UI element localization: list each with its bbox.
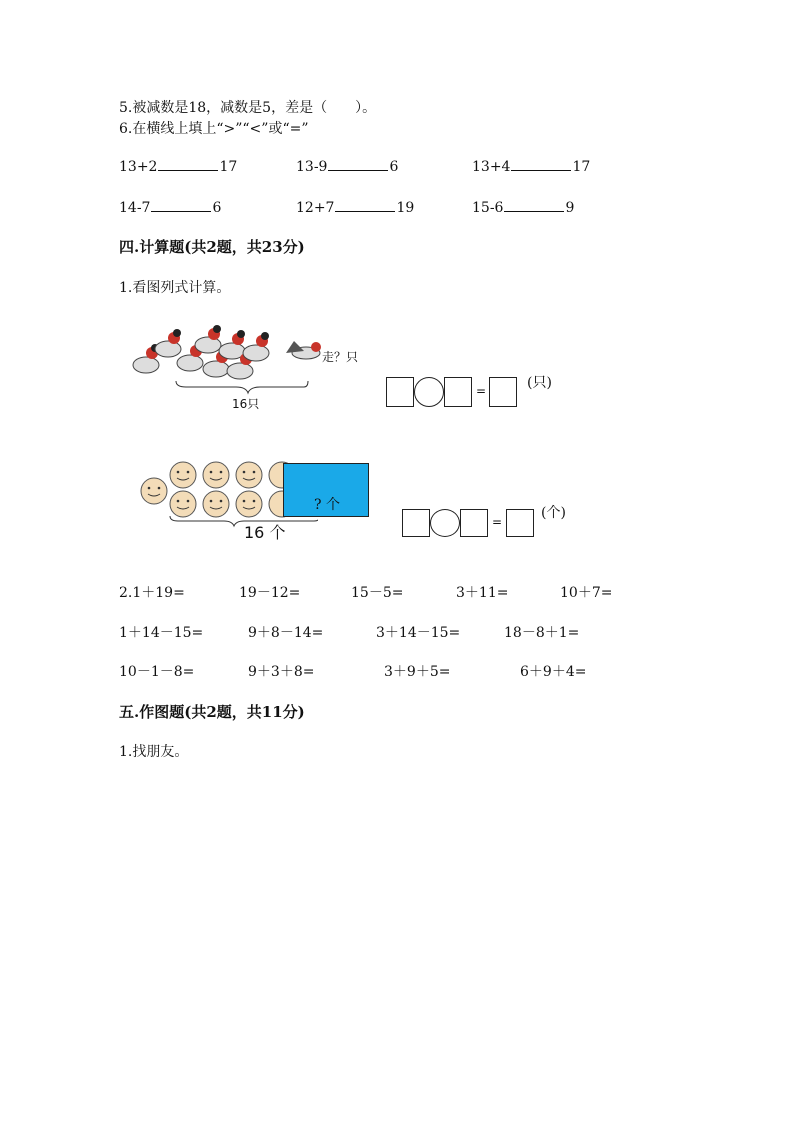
- compare-item: 13+2 17: [119, 159, 238, 175]
- question-5: 5.被减数是18，减数是5，差是（ ）。: [119, 100, 377, 116]
- calc-item: 9＋8－14=: [248, 625, 324, 641]
- calc-item: 10＋7=: [560, 585, 613, 601]
- bird-icon: [219, 330, 245, 359]
- face-icon: [236, 491, 262, 517]
- face-icon: [141, 478, 167, 504]
- operator-circle[interactable]: [430, 509, 460, 537]
- calc-item: 15－5=: [351, 585, 404, 601]
- calc-item: 3＋11=: [456, 585, 509, 601]
- answer-blank[interactable]: [504, 199, 564, 212]
- section-5-heading: 五.作图题(共2题，共11分): [119, 703, 305, 721]
- birds-leave-label: 走？只: [322, 350, 359, 364]
- unit-label: (个): [541, 505, 566, 521]
- brace: [176, 381, 308, 393]
- bird-icon: [155, 329, 181, 357]
- hidden-count-label: ? 个: [314, 497, 340, 513]
- unit-label: (只): [527, 375, 552, 391]
- calc-item: 1＋14－15=: [119, 625, 204, 641]
- compare-item: 15-6 9: [472, 200, 575, 216]
- answer-blank[interactable]: [158, 158, 218, 171]
- section-4-heading: 四.计算题(共2题，共23分): [119, 238, 305, 256]
- answer-box[interactable]: [386, 377, 414, 407]
- answer-blank[interactable]: [335, 199, 395, 212]
- calc-item: 18－8＋1=: [504, 625, 580, 641]
- answer-blank[interactable]: [328, 158, 388, 171]
- bird-icon: [243, 332, 269, 361]
- calc-item: 10－1－8=: [119, 664, 195, 680]
- face-icon: [203, 491, 229, 517]
- flying-bird-icon: [286, 341, 321, 359]
- birds-total-label: 16只: [232, 397, 260, 411]
- compare-item: 14-7 6: [119, 200, 222, 216]
- compare-item: 13+4 17: [472, 159, 591, 175]
- answer-box[interactable]: [506, 509, 534, 537]
- equals-sign: =: [476, 384, 487, 398]
- face-icon: [203, 462, 229, 488]
- compare-item: 12+7 19: [296, 200, 415, 216]
- equals-sign: =: [492, 515, 503, 529]
- calc-item: 9＋3＋8=: [248, 664, 315, 680]
- answer-box[interactable]: [489, 377, 517, 407]
- calc-item: 3＋14－15=: [376, 625, 461, 641]
- faces-total-label: 16 个: [244, 523, 286, 542]
- calc-item: 3＋9＋5=: [384, 664, 451, 680]
- face-icon: [236, 462, 262, 488]
- section-5-question-1: 1.找朋友。: [119, 744, 189, 760]
- question-6: 6.在横线上填上“>”“<”或“=”: [119, 121, 309, 137]
- answer-blank[interactable]: [511, 158, 571, 171]
- operator-circle[interactable]: [414, 377, 444, 407]
- section-4-question-1: 1.看图列式计算。: [119, 280, 231, 296]
- answer-blank[interactable]: [151, 199, 211, 212]
- calc-item: 2.1＋19=: [119, 585, 185, 601]
- face-icon: [170, 491, 196, 517]
- bird-flock: [133, 325, 269, 379]
- calc-item: 19－12=: [239, 585, 301, 601]
- answer-box[interactable]: [460, 509, 488, 537]
- answer-box[interactable]: [402, 509, 430, 537]
- calc-item: 6＋9＋4=: [520, 664, 587, 680]
- bird-icon: [195, 325, 221, 353]
- face-icon: [170, 462, 196, 488]
- compare-item: 13-9 6: [296, 159, 399, 175]
- answer-box[interactable]: [444, 377, 472, 407]
- hidden-faces-box: [283, 463, 369, 517]
